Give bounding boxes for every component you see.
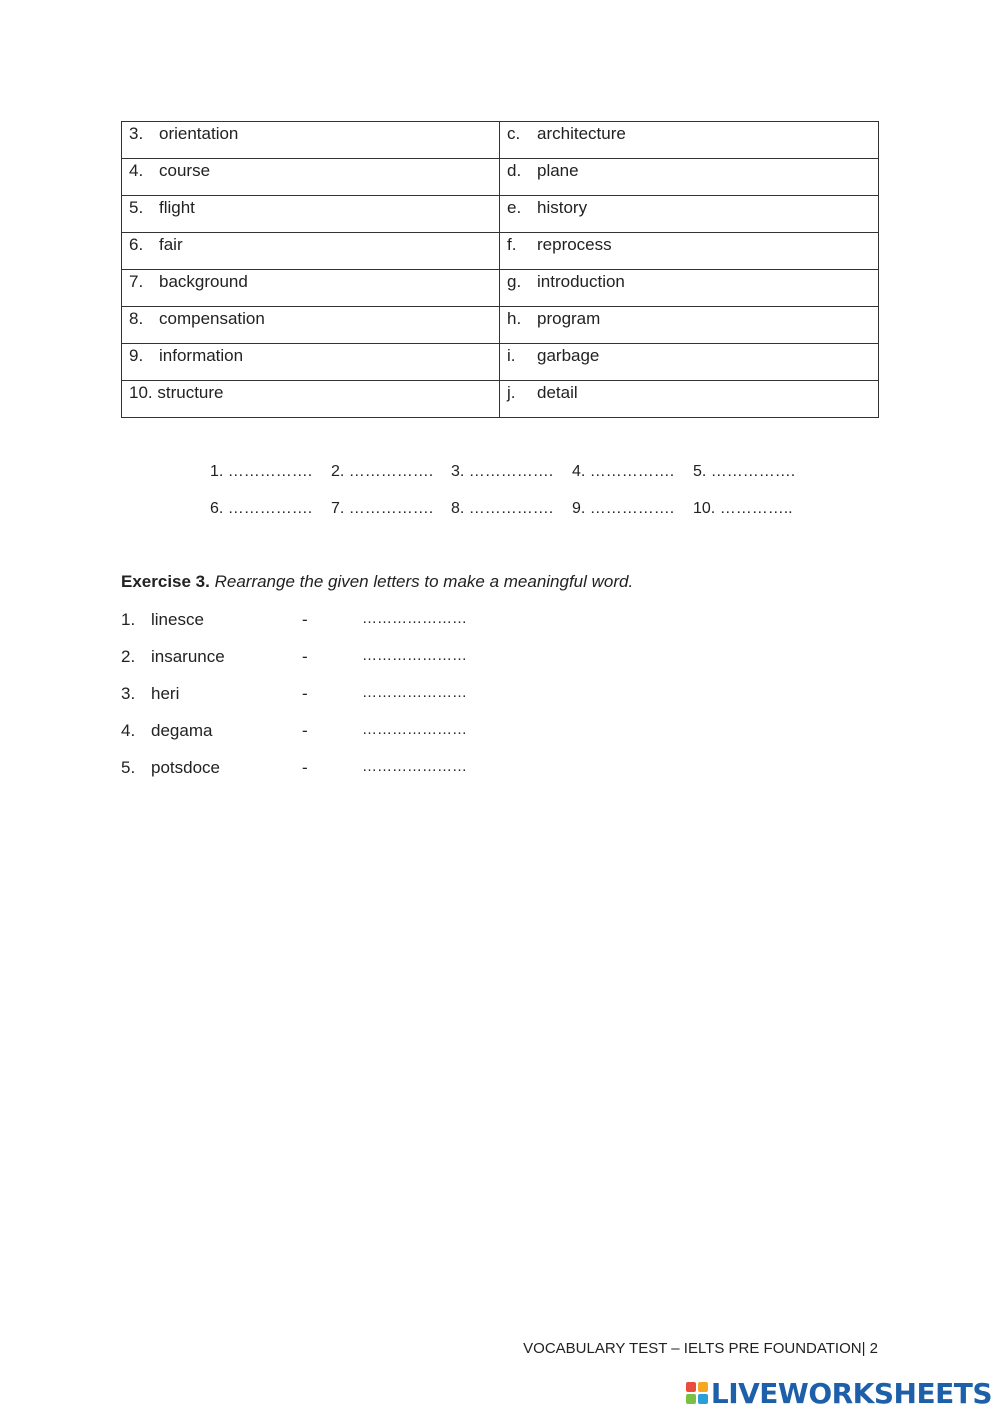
match-letter: g. xyxy=(507,272,522,291)
match-letter: f. xyxy=(507,235,517,254)
table-row xyxy=(122,307,879,344)
item-number: 3. xyxy=(121,684,136,703)
term-number: 5. xyxy=(129,198,144,217)
answer-slot[interactable]: 5. ……………. xyxy=(693,463,796,480)
list-item xyxy=(121,758,521,782)
match-cell xyxy=(500,344,879,381)
answer-slot[interactable]: 3. ……………. xyxy=(451,463,554,480)
table-row xyxy=(122,233,879,270)
term-number: 9. xyxy=(129,346,144,365)
logo-square xyxy=(698,1394,708,1404)
match-cell xyxy=(500,381,879,418)
table-row xyxy=(122,381,879,418)
item-number: 4. xyxy=(121,721,136,740)
scrambled-word: degama xyxy=(151,721,213,740)
term-cell xyxy=(122,307,500,344)
term-word: flight xyxy=(159,198,195,217)
exercise-3-heading xyxy=(121,572,633,592)
table-row xyxy=(122,344,879,381)
match-word: program xyxy=(537,309,601,328)
logo-square xyxy=(686,1382,696,1392)
logo-square xyxy=(698,1382,708,1392)
page-footer: VOCABULARY TEST – IELTS PRE FOUNDATION| 2 xyxy=(523,1340,878,1357)
answer-blank[interactable]: ………………… xyxy=(362,721,467,738)
match-word: history xyxy=(537,198,588,217)
liveworksheets-logo-icon xyxy=(686,1382,708,1404)
matching-table xyxy=(121,121,879,418)
term-number: 8. xyxy=(129,309,144,328)
match-letter: c. xyxy=(507,124,521,143)
term-number: 10. xyxy=(129,383,153,402)
answer-slot[interactable]: 7. ……………. xyxy=(331,500,434,517)
match-cell xyxy=(500,196,879,233)
match-cell xyxy=(500,122,879,159)
match-letter: j. xyxy=(507,383,516,402)
scrambled-word: heri xyxy=(151,684,180,703)
term-cell xyxy=(122,381,500,418)
term-cell xyxy=(122,159,500,196)
list-item xyxy=(121,647,521,671)
match-cell xyxy=(500,307,879,344)
answer-blank[interactable]: ………………… xyxy=(362,610,467,627)
term-word: course xyxy=(159,161,211,180)
match-word: introduction xyxy=(537,272,625,291)
term-number: 3. xyxy=(129,124,144,143)
answer-slot[interactable]: 9. ……………. xyxy=(572,500,675,517)
exercise-3-instruction: Rearrange the given letters to make a meaningful word. xyxy=(214,572,634,591)
answer-blank[interactable]: ………………… xyxy=(362,684,467,701)
item-number: 2. xyxy=(121,647,136,666)
exercise-3-label: Exercise 3. xyxy=(121,572,210,591)
term-cell xyxy=(122,233,500,270)
item-dash: - xyxy=(302,647,308,666)
match-word: detail xyxy=(537,383,578,402)
term-word: information xyxy=(159,346,244,365)
term-word: orientation xyxy=(159,124,239,143)
table-row xyxy=(122,159,879,196)
term-cell xyxy=(122,196,500,233)
match-word: garbage xyxy=(537,346,600,365)
answer-blank[interactable]: ………………… xyxy=(362,647,467,664)
scrambled-word: potsdoce xyxy=(151,758,220,777)
match-word: reprocess xyxy=(537,235,612,254)
term-number: 4. xyxy=(129,161,144,180)
liveworksheets-brand xyxy=(686,1376,992,1410)
answer-slot[interactable]: 10. ………….. xyxy=(693,500,793,517)
table-row xyxy=(122,270,879,307)
brand-name: LIVEWORKSHEETS xyxy=(710,1376,992,1410)
match-cell xyxy=(500,159,879,196)
list-item xyxy=(121,610,521,634)
match-letter: d. xyxy=(507,161,522,180)
answer-slot[interactable]: 1. ……………. xyxy=(210,463,313,480)
term-cell xyxy=(122,122,500,159)
item-dash: - xyxy=(302,610,308,629)
answer-blank[interactable]: ………………… xyxy=(362,758,467,775)
scrambled-word: linesce xyxy=(151,610,204,629)
match-word: architecture xyxy=(537,124,626,143)
match-letter: i. xyxy=(507,346,516,365)
term-cell xyxy=(122,344,500,381)
list-item xyxy=(121,684,521,708)
item-dash: - xyxy=(302,721,308,740)
item-number: 1. xyxy=(121,610,136,629)
term-number: 6. xyxy=(129,235,144,254)
answer-slot[interactable]: 2. ……………. xyxy=(331,463,434,480)
scrambled-word: insarunce xyxy=(151,647,225,666)
term-word: background xyxy=(159,272,248,291)
match-letter: e. xyxy=(507,198,522,217)
item-dash: - xyxy=(302,758,308,777)
match-word: plane xyxy=(537,161,579,180)
term-word: fair xyxy=(159,235,183,254)
term-word: structure xyxy=(157,383,224,402)
logo-square xyxy=(686,1394,696,1404)
match-letter: h. xyxy=(507,309,522,328)
table-row xyxy=(122,196,879,233)
list-item xyxy=(121,721,521,745)
table-row xyxy=(122,122,879,159)
item-number: 5. xyxy=(121,758,136,777)
term-word: compensation xyxy=(159,309,265,328)
match-cell xyxy=(500,270,879,307)
answer-slot[interactable]: 8. ……………. xyxy=(451,500,554,517)
answer-slot[interactable]: 6. ……………. xyxy=(210,500,313,517)
term-cell xyxy=(122,270,500,307)
item-dash: - xyxy=(302,684,308,703)
answer-slot[interactable]: 4. ……………. xyxy=(572,463,675,480)
match-cell xyxy=(500,233,879,270)
term-number: 7. xyxy=(129,272,144,291)
